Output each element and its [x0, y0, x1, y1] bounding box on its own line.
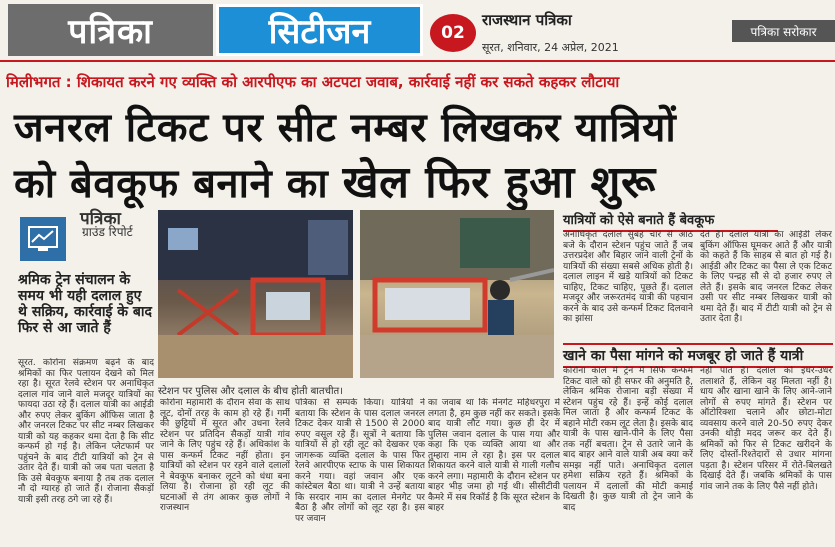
headline-line-2-part-a: को बेवकूफ बनाने का	[14, 161, 343, 207]
article-body-col-1: सूरत. कोरोना संक्रमण बढ़ने के बाद श्रमिकों का फिर पलायन देखने को मिल रहा है। सूरत रेलवे स्टेशन पर अनाधिकृत दलाल गांव जाने वाले मजदूर यात्रियों का फायदा उठा रहे हैं। दलाल यात्री का आईडी और रुपए लेकर बुकिंग ऑफिस जाता है और जनरल टिकट पर सीट नम्बर लिखकर यात्री को यह कहकर थमा देता है कि सीट कन्फर्म हो गई है। लेकिन प्लेटफार्म पर पहुंचने के बाद टीटी यात्रियों को ट्रेन से उतार देते हैं। यात्री को जब पता चलता है कि उसे बेवकूफ बनाया है तब तक दलाल नौ दो ग्यारह हो जाते हैं। रोजाना सैकड़ों यात्री इसी तरह ठगे जा रहे हैं।	[18, 358, 154, 505]
photo-caption: स्टेशन पर पुलिस और दलाल के बीच होती बातचीत।	[158, 386, 344, 397]
kicker-tag: मिलीभगत :	[6, 73, 72, 91]
sidebar-2-col-2: नहीं पाते हैं। दलाल को इधर-उधर तलाशते हैं, लेकिन वह मिलता नहीं है। धाय और खाना खाने के लिए आने-जाने लोगों से रुपए मांगते हैं। स्टेशन पर ऑटोरिक्शा चलाने और छोटा-मोटा व्यवसाय करने वाले 20-50 रुपए देकर उनकी थोड़ी मदद जरूर कर देते हैं। श्रमिकों को फिर से टिकट खरीदने के लिए दोस्तों-रिश्तेदारों से उधार मांगना पड़ता है। स्टेशन परिसर में रोते-बिलखते दिखाई देते हैं। जबकि श्रमिकों के पास गांव जाने तक के लिए पैसे नहीं होते।	[700, 366, 832, 492]
ground-report-label: ग्राउंड रिपोर्ट	[82, 225, 133, 239]
masthead-citizen-title: सिटीजन	[216, 4, 423, 56]
masthead-rule	[0, 60, 835, 62]
kicker-line	[6, 72, 831, 92]
article-body-col-3: पत्रिका से सम्पर्क किया। यात्रियों ने बताया कि स्टेशन के पास दलाल जनरल टिकट देकर यात्री से 1500 से 2000 रुपए वसूल रहे हैं। सूत्रों ने बताया कि यात्रियों से हो रही लूट को देखकर एक जागरूक व्यक्ति दलाल के पास फिर रेलवे आरपीएफ स्टाफ के पास शिकायत करने गया। वहां जवान और एक कांस्टेबल बैठा था। यात्री ने उन्हें बताया कि सरदार नाम का दलाल मेनगेट पर बैठा है और लोगों को लूट रहा है। इस पर जवान	[295, 398, 425, 524]
photo-station-left	[158, 210, 353, 378]
paper-name: राजस्थान पत्रिका	[482, 11, 572, 29]
article-body-col-2: कोरोना महामारी के दौरान सेवा के साथ लूट, दोनों तरह के काम हो रहे हैं। गर्मी की छुट्टियों में सूरत और उधना रेलवे स्टेशन पर प्रतिदिन सैकड़ों यात्री गांव जाने के लिए पहुंच रहे हैं। अधिकांश के पास कन्फर्म टिकट नहीं होता। इन यात्रियों को स्टेशन पर रहने वाले दलालों ने बेवकूफ बनाकर लूटने को धंधा बना लिया है। रोजाना हो रही लूट की घटनाओं से तंग आकर कुछ लोगों ने राजस्थान	[160, 398, 290, 513]
article-body-col-4: का जवाब था कि मेनगेट महिधरपुरा में लगता है, हम कुछ नहीं कर सकते। इसके बाद यात्री लौट गया। कुछ ही देर में पुलिस जवान दलाल के पास गया और कहा कि एक व्यक्ति आया था और तुम्हारा नाम ले रहा है। इस पर दलाल शिकायत करने वाले यात्री से गाली गलौच करने लगा। महामारी के दौरान स्टेशन पर बाहर भीड़ जमा हो गई थी। सीसीटीवी कैमरे में सब रिकॉर्ड है कि सूरत स्टेशन के बाहर	[428, 398, 560, 513]
ground-report-icon	[20, 217, 66, 261]
date-line: सूरत, शनिवार, 24 अप्रेल, 2021	[482, 41, 619, 54]
headline-line-2-part-b: खेल फिर हुआ शुरू	[342, 157, 656, 208]
sidebar-1-col-1: अनाधिकृत दलाल सुबह चार से आठ बजे के दौरान स्टेशन पहुंच जाते हैं जब उत्तरप्रदेश और बिहार जाने वाली ट्रेनों के यात्रियों की संख्या सबसे अधिक होती है। दलाल लाइन में खड़े यात्रियों को टिकट चाहिए, टिकट चाहिए, पूछते हैं। दलाल मजदूर और जरूरतमंद यात्री की पहचान करने के बाद उसे कन्फर्म टिकट दिलवाने का झांसा	[563, 230, 693, 324]
section-badge: पत्रिका सरोकार	[732, 20, 835, 42]
sidebar-2-title: खाने का पैसा मांगने को मजबूर हो जाते हैं यात्री	[563, 343, 833, 368]
sidebar-2-col-1: कोरोना काल में ट्रेन में सिर्फ कन्फर्म टिकट वाले को ही सफर की अनुमति है, लेकिन श्रमिक रोजाना बड़ी संख्या में स्टेशन पहुंच रहे हैं। इन्हें कोई दलाल मिल जाता है और कन्फर्म टिकट के बहाने मोटी रकम लूट लेता है। इसके बाद यात्री के पास खाने-पीने के लिए पैसा तक नहीं बचता। ट्रेन से उतारे जाने के बाद बाहर आने वाले यात्री अब क्या करें समझ नहीं पाते। अनाधिकृत दलाल हमेशा सक्रिय रहते हैं। श्रमिकों के पलायन में दलालों की मोटी कमाई दिखती है। कुछ यात्री तो ट्रेन जाने के बाद	[563, 366, 693, 513]
ground-report-brand: पत्रिका	[80, 209, 121, 229]
sidebar-1-title: यात्रियों को ऐसे बनाते हैं बेवकूफ	[563, 210, 778, 232]
headline-line-1: जनरल टिकट पर सीट नम्बर लिखकर यात्रियों	[14, 105, 677, 151]
masthead-patrika-title: पत्रिका	[8, 4, 213, 56]
photo-station-right	[360, 210, 554, 378]
headline-line-2	[14, 150, 829, 210]
page-number-badge: 02	[430, 14, 476, 52]
kicker-text: शिकायत करने गए व्यक्ति को आरपीएफ का अटपटा जवाब, कार्रवाई नहीं कर सकते कहकर लौटाया	[71, 73, 620, 91]
sidebar-1-col-2: देते हैं। दलाल यात्री का आईडी लेकर बुकिंग ऑफिस घूमकर आते हैं और यात्री को कहते हैं कि साहब से बात हो गई है। आईडी और टिकट का पैसा ले एक टिकट के लिए पन्द्रह सौ से दो हजार रुपए ले लेते हैं। इसके बाद जनरल टिकट लेकर उसी पर सीट नम्बर लिखकर यात्री को थमा देते हैं। बाद में टीटी यात्री को ट्रेन से उतार देता है।	[700, 230, 832, 324]
article-lede: श्रमिक ट्रेन संचालन के समय भी यही दलाल हुए थे सक्रिय, कार्रवाई के बाद फिर से आ जाते हैं	[18, 272, 152, 336]
